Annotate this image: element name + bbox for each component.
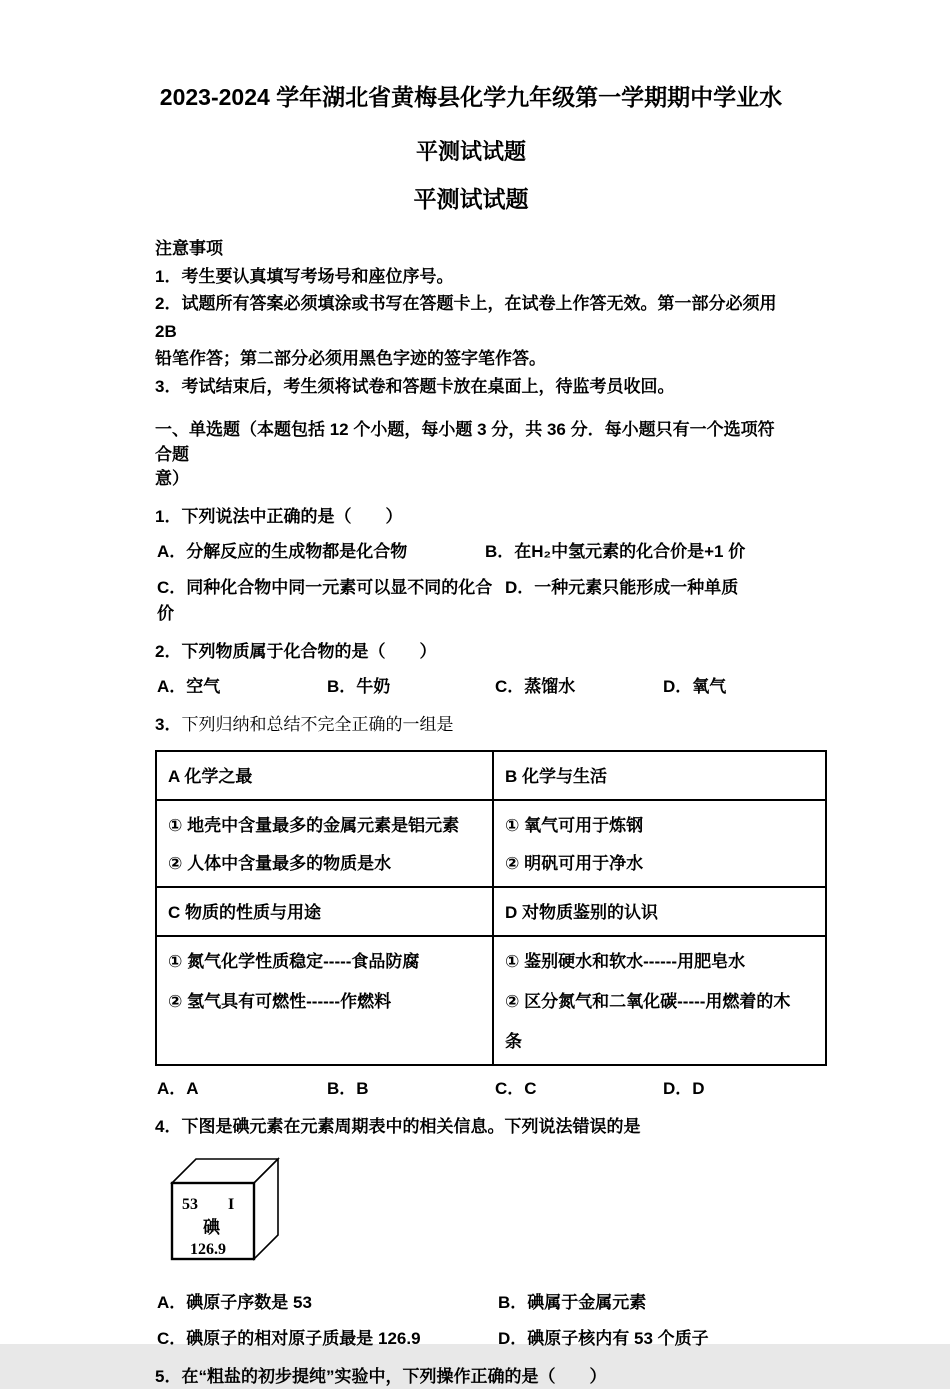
exam-title-line1: 2023-2024 学年湖北省黄梅县化学九年级第一学期期中学业水 <box>159 84 783 110</box>
question-2-options-row <box>157 674 787 700</box>
table-cell-b-content <box>493 800 826 887</box>
element-name: 碘 <box>203 1217 220 1237</box>
question-5-stem: 5．在“粗盐的初步提纯”实验中，下列操作正确的是（ ） <box>155 1366 607 1386</box>
question-2-option-d: D．氧气 <box>663 676 727 696</box>
table-cell-a-title: A 化学之最 <box>156 751 493 800</box>
cell-c-line1: ① 氮气化学性质稳定-----食品防腐 <box>168 951 420 971</box>
table-cell-d-content <box>493 936 826 1065</box>
question-4-option-d: D．碘原子核内有 53 个质子 <box>498 1328 709 1348</box>
element-symbol: I <box>228 1195 235 1213</box>
cell-a-line1: ① 地壳中含量最多的金属元素是铝元素 <box>168 815 460 835</box>
cell-b-line1: ① 氧气可用于炼钢 <box>505 815 644 835</box>
atomic-mass: 126.9 <box>190 1240 226 1258</box>
question-3-option-b: B．B <box>327 1078 369 1098</box>
table-row-content-cd <box>156 936 826 1065</box>
notice-heading: 注意事项 <box>155 239 223 258</box>
cell-b-line2: ② 明矾可用于净水 <box>505 853 644 873</box>
question-4-stem: 4．下图是碘元素在元素周期表中的相关信息。下列说法错误的是 <box>155 1116 641 1136</box>
table-cell-b-title: B 化学与生活 <box>493 751 826 800</box>
table-cell-c-content <box>156 936 493 1065</box>
question-4-option-c: C．碘原子的相对原子质最是 126.9 <box>157 1328 421 1348</box>
notice-item-2-line1: 2．试题所有答案必须填涂或书写在答题卡上，在试卷上作答无效。第一部分必须用 2B <box>155 294 777 341</box>
question-4-option-a: A．碘原子序数是 53 <box>157 1292 312 1312</box>
table-cell-d-title: D 对物质鉴别的认识 <box>493 887 826 936</box>
iodine-periodic-cell-figure <box>168 1153 787 1272</box>
question-1-options-row2 <box>157 575 787 627</box>
question-3-options-row <box>157 1076 787 1102</box>
atomic-number: 53 <box>182 1195 198 1213</box>
question-1-options-row1 <box>157 539 787 565</box>
section-1-heading-line1: 一、单选题（本题包括 12 个小题，每小题 3 分，共 36 分．每小题只有一个选项符合题 <box>155 420 775 464</box>
cell-c-line2: ② 氢气具有可燃性------作燃料 <box>168 991 392 1011</box>
table-cell-c-title: C 物质的性质与用途 <box>156 887 493 936</box>
exam-title-line3: 平测试试题 <box>413 186 529 212</box>
exam-title-line2: 平测试试题 <box>415 139 526 164</box>
question-3-stem <box>155 713 787 737</box>
notice-item-1: 1．考生要认真填写考场号和座位序号。 <box>155 266 454 286</box>
cell-d-line1: ① 鉴别硬水和软水------用肥皂水 <box>505 951 746 971</box>
question-1-option-b: B．在H₂中氢元素的化合价是+1 价 <box>485 541 746 561</box>
question-2-stem: 2．下列物质属于化合物的是（ ） <box>155 641 437 661</box>
table-cell-a-content <box>156 800 493 887</box>
question-1-option-c: C．同种化合物中同一元素可以显不同的化合价 <box>157 577 493 623</box>
table-row-content-ab <box>156 800 826 887</box>
question-2-option-a: A．空气 <box>157 676 221 696</box>
question-3-number: 3． <box>155 714 182 734</box>
section-1-heading <box>155 418 787 492</box>
question-3-option-d: D．D <box>663 1078 705 1098</box>
table-row-headers-ab <box>156 751 826 800</box>
question-2-option-b: B．牛奶 <box>327 676 391 696</box>
question-1-option-a: A．分解反应的生成物都是化合物 <box>157 541 408 561</box>
question-4-option-b: B．碘属于金属元素 <box>498 1292 647 1312</box>
question-4-options-row2 <box>157 1326 787 1352</box>
question-3-stem-text: 下列归纳和总结不完全正确的一组是 <box>181 714 454 734</box>
cell-d-line3: 条 <box>505 1031 522 1051</box>
question-3-option-a: A．A <box>157 1078 199 1098</box>
question-4-options-row1 <box>157 1290 787 1316</box>
table-row-headers-cd <box>156 887 826 936</box>
notice-section <box>155 235 787 400</box>
question-2-option-c: C．蒸馏水 <box>495 676 576 696</box>
question-3-summary-table <box>155 750 827 1066</box>
question-3-option-c: C．C <box>495 1078 537 1098</box>
cell-a-line2: ② 人体中含量最多的物质是水 <box>168 853 392 873</box>
cell-d-line2: ② 区分氮气和二氧化碳-----用燃着的木 <box>505 991 791 1011</box>
iodine-cube-drawing <box>168 1153 288 1267</box>
notice-item-2-line2: 铅笔作答；第二部分必须用黑色字迹的签字笔作答。 <box>155 349 546 368</box>
notice-item-3: 3．考试结束后，考生须将试卷和答题卡放在桌面上，待监考员收回。 <box>155 376 675 396</box>
section-1-heading-line2: 意） <box>155 469 189 488</box>
question-1-option-d: D．一种元素只能形成一种单质 <box>505 577 739 597</box>
question-1-stem: 1．下列说法中正确的是（ ） <box>155 506 403 526</box>
